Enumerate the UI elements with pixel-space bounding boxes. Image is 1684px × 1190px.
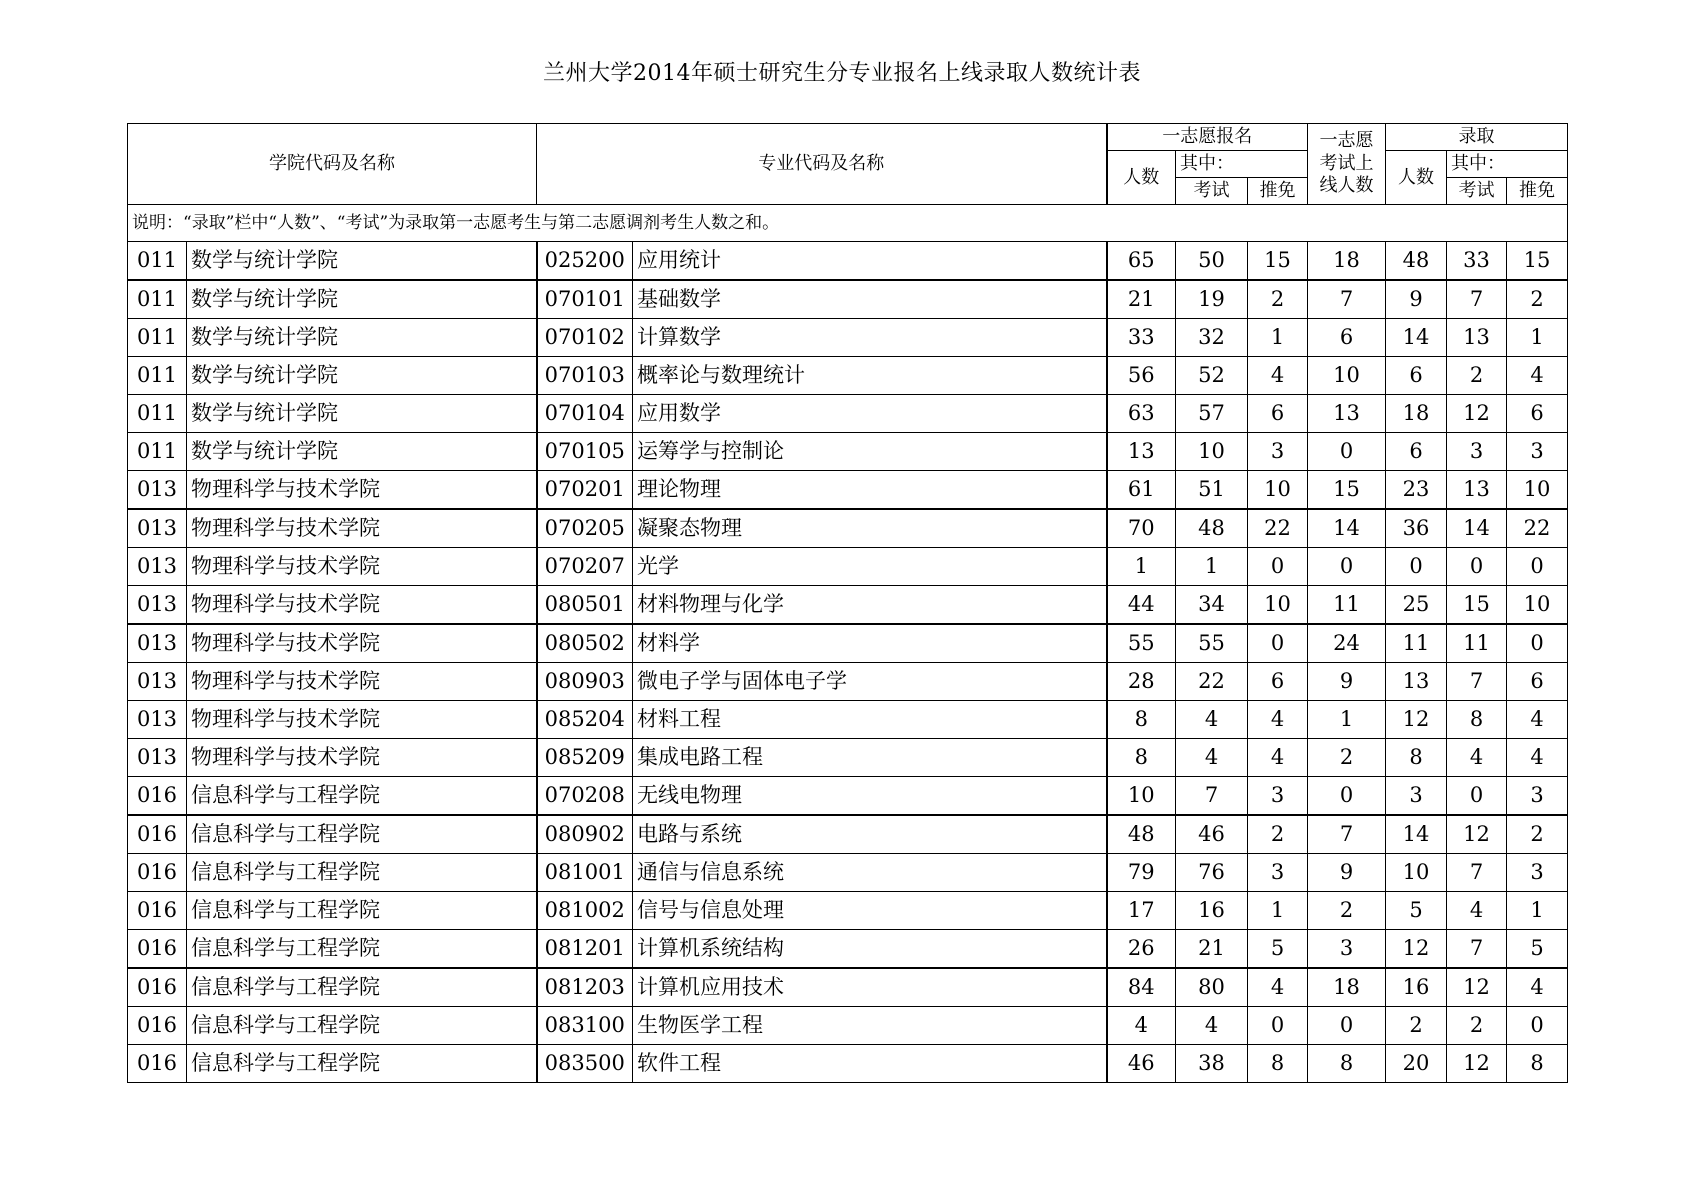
major-name-cell: 生物医学工程 <box>633 1007 1107 1045</box>
major-code-cell: 070105 <box>537 433 633 471</box>
major-code-cell: 080501 <box>537 586 633 625</box>
major-name-cell: 应用统计 <box>633 242 1107 281</box>
admit-recommended-cell: 1 <box>1507 319 1568 357</box>
apply-recommended-cell: 4 <box>1248 739 1308 777</box>
major-name-cell: 计算机应用技术 <box>633 968 1107 1007</box>
apply-exam-cell: 48 <box>1176 509 1248 548</box>
admit-count-cell: 48 <box>1386 242 1447 281</box>
header-pass-line-2: 考试上 <box>1319 152 1374 174</box>
major-code-cell: 070103 <box>537 357 633 395</box>
major-name-cell: 理论物理 <box>633 471 1107 510</box>
college-name-cell: 物理科学与技术学院 <box>187 509 537 548</box>
admit-count-cell: 3 <box>1386 777 1447 816</box>
apply-exam-cell: 7 <box>1176 777 1248 816</box>
admit-count-cell: 14 <box>1386 815 1447 854</box>
admit-recommended-cell: 4 <box>1507 968 1568 1007</box>
pass-count-cell: 13 <box>1308 395 1386 433</box>
apply-recommended-cell: 3 <box>1248 854 1308 892</box>
apply-recommended-cell: 2 <box>1248 280 1308 319</box>
pass-count-cell: 0 <box>1308 777 1386 816</box>
major-name-cell: 光学 <box>633 548 1107 586</box>
admit-recommended-cell: 4 <box>1507 739 1568 777</box>
apply-recommended-cell: 0 <box>1248 624 1308 663</box>
college-name-cell: 物理科学与技术学院 <box>187 624 537 663</box>
admit-recommended-cell: 0 <box>1507 624 1568 663</box>
college-name-cell: 物理科学与技术学院 <box>187 739 537 777</box>
college-name-cell: 数学与统计学院 <box>187 357 537 395</box>
header-major: 专业代码及名称 <box>537 124 1107 205</box>
college-name-cell: 物理科学与技术学院 <box>187 548 537 586</box>
major-name-cell: 软件工程 <box>633 1045 1107 1083</box>
header-first-choice-pass <box>1308 124 1386 205</box>
table-row <box>128 509 1568 548</box>
apply-recommended-cell: 4 <box>1248 357 1308 395</box>
table-row <box>128 433 1568 471</box>
major-code-cell: 070101 <box>537 280 633 319</box>
apply-recommended-cell: 3 <box>1248 433 1308 471</box>
table-row <box>128 968 1568 1007</box>
major-code-cell: 070208 <box>537 777 633 816</box>
major-code-cell: 083100 <box>537 1007 633 1045</box>
admit-recommended-cell: 2 <box>1507 280 1568 319</box>
admit-count-cell: 14 <box>1386 319 1447 357</box>
college-name-cell: 数学与统计学院 <box>187 319 537 357</box>
admit-recommended-cell: 10 <box>1507 471 1568 510</box>
apply-exam-cell: 22 <box>1176 663 1248 701</box>
table-row <box>128 280 1568 319</box>
page-title: 兰州大学2014年硕士研究生分专业报名上线录取人数统计表 <box>543 61 1141 86</box>
apply-recommended-cell: 1 <box>1248 892 1308 930</box>
major-code-cell: 070201 <box>537 471 633 510</box>
table-row <box>128 395 1568 433</box>
table-row <box>128 471 1568 510</box>
admit-count-cell: 16 <box>1386 968 1447 1007</box>
major-name-cell: 计算数学 <box>633 319 1107 357</box>
pass-count-cell: 0 <box>1308 1007 1386 1045</box>
apply-recommended-cell: 3 <box>1248 777 1308 816</box>
major-name-cell: 概率论与数理统计 <box>633 357 1107 395</box>
admit-exam-cell: 13 <box>1447 319 1507 357</box>
table-row <box>128 663 1568 701</box>
pass-count-cell: 14 <box>1308 509 1386 548</box>
apply-exam-cell: 51 <box>1176 471 1248 510</box>
pass-count-cell: 9 <box>1308 854 1386 892</box>
apply-count-cell: 84 <box>1107 968 1176 1007</box>
admit-exam-cell: 11 <box>1447 624 1507 663</box>
apply-count-cell: 28 <box>1107 663 1176 701</box>
pass-count-cell: 18 <box>1308 242 1386 281</box>
header-pass-line-3: 线人数 <box>1319 175 1374 197</box>
admit-count-cell: 12 <box>1386 930 1447 969</box>
college-name-cell: 物理科学与技术学院 <box>187 471 537 510</box>
table-row <box>128 1045 1568 1083</box>
major-code-cell: 070104 <box>537 395 633 433</box>
college-name-cell: 数学与统计学院 <box>187 242 537 281</box>
apply-exam-cell: 50 <box>1176 242 1248 281</box>
college-code-cell: 016 <box>128 968 187 1007</box>
admit-count-cell: 23 <box>1386 471 1447 510</box>
table-row <box>128 624 1568 663</box>
header-admit-of-which: 其中： <box>1447 151 1568 178</box>
admit-count-cell: 25 <box>1386 586 1447 625</box>
pass-count-cell: 9 <box>1308 663 1386 701</box>
apply-count-cell: 46 <box>1107 1045 1176 1083</box>
admit-recommended-cell: 10 <box>1507 586 1568 625</box>
college-name-cell: 信息科学与工程学院 <box>187 1007 537 1045</box>
major-name-cell: 计算机系统结构 <box>633 930 1107 969</box>
apply-recommended-cell: 10 <box>1248 471 1308 510</box>
college-name-cell: 信息科学与工程学院 <box>187 892 537 930</box>
apply-recommended-cell: 0 <box>1248 1007 1308 1045</box>
admit-count-cell: 0 <box>1386 548 1447 586</box>
admit-count-cell: 20 <box>1386 1045 1447 1083</box>
apply-recommended-cell: 10 <box>1248 586 1308 625</box>
admit-exam-cell: 0 <box>1447 548 1507 586</box>
apply-exam-cell: 46 <box>1176 815 1248 854</box>
major-code-cell: 080903 <box>537 663 633 701</box>
college-code-cell: 011 <box>128 433 187 471</box>
major-name-cell: 信号与信息处理 <box>633 892 1107 930</box>
table-row <box>128 892 1568 930</box>
major-code-cell: 025200 <box>537 242 633 281</box>
apply-count-cell: 61 <box>1107 471 1176 510</box>
college-code-cell: 016 <box>128 815 187 854</box>
apply-exam-cell: 38 <box>1176 1045 1248 1083</box>
apply-recommended-cell: 0 <box>1248 548 1308 586</box>
admit-recommended-cell: 3 <box>1507 854 1568 892</box>
pass-count-cell: 1 <box>1308 701 1386 739</box>
college-name-cell: 物理科学与技术学院 <box>187 586 537 625</box>
admit-recommended-cell: 0 <box>1507 1007 1568 1045</box>
header-pass-line-1: 一志愿 <box>1319 130 1374 152</box>
admit-exam-cell: 12 <box>1447 815 1507 854</box>
header-apply-of-which: 其中： <box>1176 151 1308 178</box>
table-row <box>128 1007 1568 1045</box>
pass-count-cell: 11 <box>1308 586 1386 625</box>
admit-exam-cell: 7 <box>1447 854 1507 892</box>
admit-count-cell: 36 <box>1386 509 1447 548</box>
apply-recommended-cell: 5 <box>1248 930 1308 969</box>
apply-recommended-cell: 1 <box>1248 319 1308 357</box>
admit-exam-cell: 8 <box>1447 701 1507 739</box>
apply-count-cell: 10 <box>1107 777 1176 816</box>
admit-recommended-cell: 22 <box>1507 509 1568 548</box>
apply-recommended-cell: 8 <box>1248 1045 1308 1083</box>
college-code-cell: 016 <box>128 777 187 816</box>
admit-count-cell: 2 <box>1386 1007 1447 1045</box>
admit-exam-cell: 12 <box>1447 395 1507 433</box>
apply-exam-cell: 55 <box>1176 624 1248 663</box>
apply-count-cell: 1 <box>1107 548 1176 586</box>
college-code-cell: 016 <box>128 892 187 930</box>
admit-count-cell: 10 <box>1386 854 1447 892</box>
apply-exam-cell: 4 <box>1176 701 1248 739</box>
apply-exam-cell: 52 <box>1176 357 1248 395</box>
apply-count-cell: 8 <box>1107 739 1176 777</box>
college-code-cell: 016 <box>128 930 187 969</box>
pass-count-cell: 15 <box>1308 471 1386 510</box>
major-code-cell: 081002 <box>537 892 633 930</box>
college-code-cell: 011 <box>128 319 187 357</box>
apply-recommended-cell: 6 <box>1248 663 1308 701</box>
admit-exam-cell: 3 <box>1447 433 1507 471</box>
college-name-cell: 信息科学与工程学院 <box>187 930 537 969</box>
admit-count-cell: 13 <box>1386 663 1447 701</box>
apply-count-cell: 4 <box>1107 1007 1176 1045</box>
college-name-cell: 数学与统计学院 <box>187 280 537 319</box>
admit-exam-cell: 14 <box>1447 509 1507 548</box>
major-name-cell: 材料学 <box>633 624 1107 663</box>
apply-recommended-cell: 6 <box>1248 395 1308 433</box>
admit-exam-cell: 12 <box>1447 968 1507 1007</box>
major-code-cell: 081201 <box>537 930 633 969</box>
pass-count-cell: 24 <box>1308 624 1386 663</box>
apply-exam-cell: 16 <box>1176 892 1248 930</box>
major-name-cell: 集成电路工程 <box>633 739 1107 777</box>
header-first-choice-apply: 一志愿报名 <box>1107 124 1308 151</box>
pass-count-cell: 10 <box>1308 357 1386 395</box>
header-admit-exam: 考试 <box>1447 178 1507 205</box>
apply-count-cell: 26 <box>1107 930 1176 969</box>
admit-exam-cell: 12 <box>1447 1045 1507 1083</box>
major-name-cell: 通信与信息系统 <box>633 854 1107 892</box>
apply-count-cell: 33 <box>1107 319 1176 357</box>
college-code-cell: 013 <box>128 548 187 586</box>
pass-count-cell: 6 <box>1308 319 1386 357</box>
college-name-cell: 信息科学与工程学院 <box>187 815 537 854</box>
apply-recommended-cell: 4 <box>1248 701 1308 739</box>
admit-count-cell: 9 <box>1386 280 1447 319</box>
pass-count-cell: 3 <box>1308 930 1386 969</box>
major-name-cell: 电路与系统 <box>633 815 1107 854</box>
admit-exam-cell: 0 <box>1447 777 1507 816</box>
header-college: 学院代码及名称 <box>128 124 537 205</box>
pass-count-cell: 2 <box>1308 739 1386 777</box>
apply-exam-cell: 21 <box>1176 930 1248 969</box>
admit-recommended-cell: 2 <box>1507 815 1568 854</box>
admit-exam-cell: 33 <box>1447 242 1507 281</box>
major-code-cell: 085204 <box>537 701 633 739</box>
apply-exam-cell: 4 <box>1176 739 1248 777</box>
table-row <box>128 548 1568 586</box>
apply-exam-cell: 1 <box>1176 548 1248 586</box>
admit-exam-cell: 4 <box>1447 739 1507 777</box>
pass-count-cell: 7 <box>1308 815 1386 854</box>
admit-count-cell: 6 <box>1386 357 1447 395</box>
admit-recommended-cell: 4 <box>1507 701 1568 739</box>
table-row <box>128 357 1568 395</box>
college-code-cell: 013 <box>128 509 187 548</box>
table-row <box>128 319 1568 357</box>
college-code-cell: 013 <box>128 739 187 777</box>
apply-recommended-cell: 4 <box>1248 968 1308 1007</box>
apply-count-cell: 13 <box>1107 433 1176 471</box>
major-code-cell: 080502 <box>537 624 633 663</box>
major-code-cell: 083500 <box>537 1045 633 1083</box>
table-row <box>128 815 1568 854</box>
college-code-cell: 016 <box>128 854 187 892</box>
major-code-cell: 070205 <box>537 509 633 548</box>
major-name-cell: 应用数学 <box>633 395 1107 433</box>
statistics-table <box>127 123 1568 1083</box>
admit-exam-cell: 4 <box>1447 892 1507 930</box>
admit-recommended-cell: 0 <box>1507 548 1568 586</box>
major-code-cell: 081001 <box>537 854 633 892</box>
admit-exam-cell: 7 <box>1447 663 1507 701</box>
admit-recommended-cell: 8 <box>1507 1045 1568 1083</box>
pass-count-cell: 18 <box>1308 968 1386 1007</box>
college-name-cell: 物理科学与技术学院 <box>187 701 537 739</box>
major-code-cell: 070207 <box>537 548 633 586</box>
admit-recommended-cell: 3 <box>1507 777 1568 816</box>
apply-count-cell: 55 <box>1107 624 1176 663</box>
admit-count-cell: 5 <box>1386 892 1447 930</box>
college-code-cell: 013 <box>128 624 187 663</box>
major-code-cell: 081203 <box>537 968 633 1007</box>
college-code-cell: 013 <box>128 701 187 739</box>
apply-count-cell: 21 <box>1107 280 1176 319</box>
apply-exam-cell: 76 <box>1176 854 1248 892</box>
header-admitted: 录取 <box>1386 124 1568 151</box>
table-row <box>128 930 1568 969</box>
table-row <box>128 701 1568 739</box>
major-code-cell: 080902 <box>537 815 633 854</box>
table-row <box>128 777 1568 816</box>
admit-recommended-cell: 4 <box>1507 357 1568 395</box>
major-name-cell: 微电子学与固体电子学 <box>633 663 1107 701</box>
apply-recommended-cell: 15 <box>1248 242 1308 281</box>
apply-count-cell: 79 <box>1107 854 1176 892</box>
pass-count-cell: 7 <box>1308 280 1386 319</box>
apply-exam-cell: 19 <box>1176 280 1248 319</box>
admit-recommended-cell: 15 <box>1507 242 1568 281</box>
admit-recommended-cell: 1 <box>1507 892 1568 930</box>
pass-count-cell: 0 <box>1308 433 1386 471</box>
college-code-cell: 013 <box>128 586 187 625</box>
major-name-cell: 基础数学 <box>633 280 1107 319</box>
admit-recommended-cell: 6 <box>1507 663 1568 701</box>
apply-count-cell: 65 <box>1107 242 1176 281</box>
major-name-cell: 凝聚态物理 <box>633 509 1107 548</box>
admit-recommended-cell: 5 <box>1507 930 1568 969</box>
admit-recommended-cell: 3 <box>1507 433 1568 471</box>
admit-recommended-cell: 6 <box>1507 395 1568 433</box>
college-name-cell: 数学与统计学院 <box>187 433 537 471</box>
college-name-cell: 数学与统计学院 <box>187 395 537 433</box>
apply-recommended-cell: 22 <box>1248 509 1308 548</box>
apply-count-cell: 44 <box>1107 586 1176 625</box>
college-name-cell: 物理科学与技术学院 <box>187 663 537 701</box>
apply-exam-cell: 34 <box>1176 586 1248 625</box>
admit-exam-cell: 7 <box>1447 930 1507 969</box>
apply-exam-cell: 10 <box>1176 433 1248 471</box>
major-name-cell: 无线电物理 <box>633 777 1107 816</box>
major-code-cell: 085209 <box>537 739 633 777</box>
admit-count-cell: 6 <box>1386 433 1447 471</box>
header-admit-count: 人数 <box>1386 151 1447 205</box>
table-row <box>128 854 1568 892</box>
table-row <box>128 242 1568 281</box>
college-code-cell: 016 <box>128 1007 187 1045</box>
college-name-cell: 信息科学与工程学院 <box>187 968 537 1007</box>
admit-count-cell: 12 <box>1386 701 1447 739</box>
header-apply-exam: 考试 <box>1176 178 1248 205</box>
apply-exam-cell: 4 <box>1176 1007 1248 1045</box>
admit-exam-cell: 2 <box>1447 1007 1507 1045</box>
header-admit-recommended: 推免 <box>1507 178 1568 205</box>
major-name-cell: 材料物理与化学 <box>633 586 1107 625</box>
college-code-cell: 011 <box>128 280 187 319</box>
college-name-cell: 信息科学与工程学院 <box>187 1045 537 1083</box>
table-row <box>128 586 1568 625</box>
college-code-cell: 013 <box>128 471 187 510</box>
note: 说明：“录取”栏中“人数”、“考试”为录取第一志愿考生与第二志愿调剂考生人数之和。 <box>128 205 1568 242</box>
pass-count-cell: 0 <box>1308 548 1386 586</box>
apply-exam-cell: 80 <box>1176 968 1248 1007</box>
college-code-cell: 011 <box>128 395 187 433</box>
apply-count-cell: 63 <box>1107 395 1176 433</box>
admit-exam-cell: 13 <box>1447 471 1507 510</box>
college-code-cell: 011 <box>128 357 187 395</box>
major-code-cell: 070102 <box>537 319 633 357</box>
admit-exam-cell: 2 <box>1447 357 1507 395</box>
table-row <box>128 739 1568 777</box>
admit-count-cell: 18 <box>1386 395 1447 433</box>
apply-count-cell: 56 <box>1107 357 1176 395</box>
major-name-cell: 材料工程 <box>633 701 1107 739</box>
apply-count-cell: 70 <box>1107 509 1176 548</box>
header-apply-recommended: 推免 <box>1248 178 1308 205</box>
major-name-cell: 运筹学与控制论 <box>633 433 1107 471</box>
admit-count-cell: 11 <box>1386 624 1447 663</box>
apply-count-cell: 48 <box>1107 815 1176 854</box>
pass-count-cell: 8 <box>1308 1045 1386 1083</box>
admit-count-cell: 8 <box>1386 739 1447 777</box>
college-name-cell: 信息科学与工程学院 <box>187 854 537 892</box>
pass-count-cell: 2 <box>1308 892 1386 930</box>
college-code-cell: 016 <box>128 1045 187 1083</box>
college-code-cell: 011 <box>128 242 187 281</box>
apply-count-cell: 17 <box>1107 892 1176 930</box>
header-apply-count: 人数 <box>1107 151 1176 205</box>
college-code-cell: 013 <box>128 663 187 701</box>
apply-count-cell: 8 <box>1107 701 1176 739</box>
college-name-cell: 信息科学与工程学院 <box>187 777 537 816</box>
apply-recommended-cell: 2 <box>1248 815 1308 854</box>
apply-exam-cell: 57 <box>1176 395 1248 433</box>
admit-exam-cell: 15 <box>1447 586 1507 625</box>
admit-exam-cell: 7 <box>1447 280 1507 319</box>
apply-exam-cell: 32 <box>1176 319 1248 357</box>
